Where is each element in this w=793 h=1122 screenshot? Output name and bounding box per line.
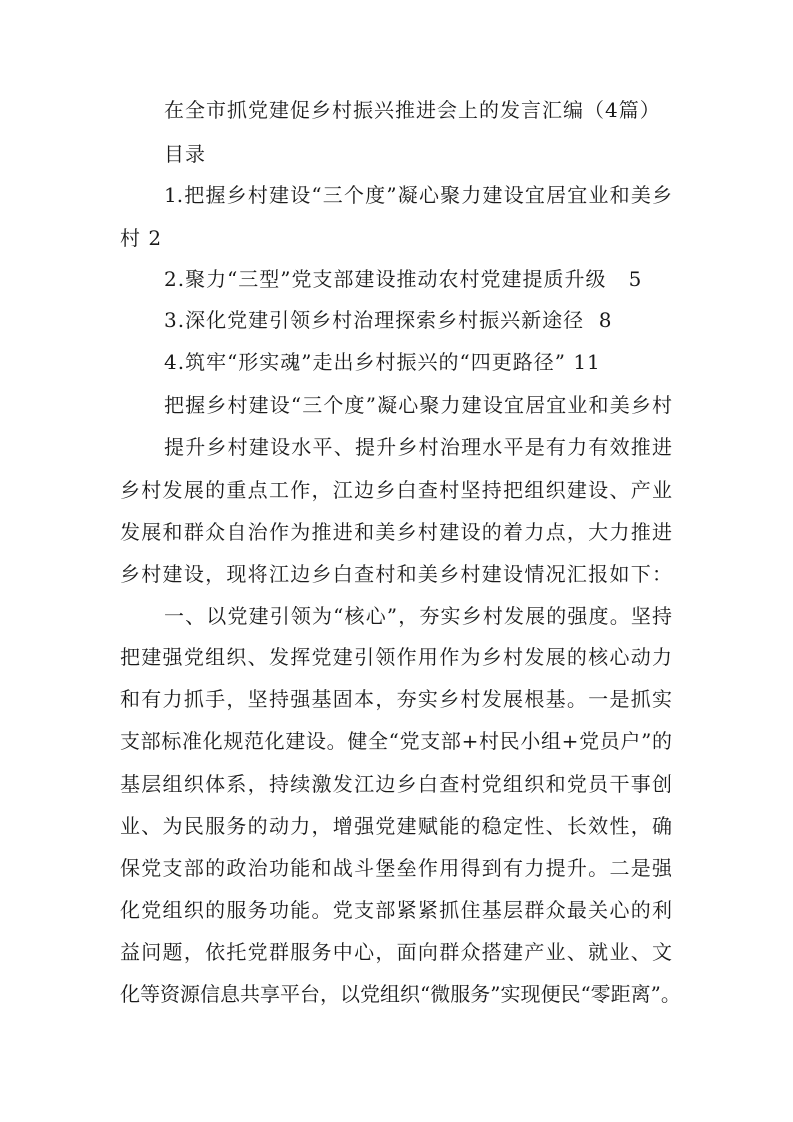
paragraph-line: 业、为民服务的动力，增强党建赋能的稳定性、长效性，确 bbox=[120, 814, 672, 838]
toc-item-4: 4.筑牢“形实魂”走出乡村振兴的“四更路径” 11 bbox=[164, 350, 601, 374]
toc-heading: 目录 bbox=[164, 142, 206, 166]
paragraph-line: 保党支部的政治功能和战斗堡垒作用得到有力提升。二是强 bbox=[120, 856, 672, 880]
paragraph-line: 化党组织的服务功能。党支部紧紧抓住基层群众最关心的利 bbox=[120, 898, 672, 922]
paragraph-line: 化等资源信息共享平台，以党组织“微服务”实现便民“零距离”。 bbox=[120, 982, 681, 1006]
toc-item-1: 1.把握乡村建设“三个度”凝心聚力建设宜居宜业和美乡 bbox=[164, 183, 672, 207]
paragraph-line: 把建强党组织、发挥党建引领作用作为乡村发展的核心动力 bbox=[120, 645, 672, 669]
document-title: 在全市抓党建促乡村振兴推进会上的发言汇编（4篇） bbox=[164, 98, 661, 122]
paragraph-line: 提升乡村建设水平、提升乡村治理水平是有力有效推进 bbox=[164, 435, 672, 459]
paragraph-line: 益问题，依托党群服务中心，面向群众搭建产业、就业、文 bbox=[120, 940, 672, 964]
paragraph-line: 发展和群众自治作为推进和美乡村建设的着力点，大力推进 bbox=[120, 520, 672, 544]
toc-item-3: 3.深化党建引领乡村治理探索乡村振兴新途径 8 bbox=[164, 308, 613, 332]
paragraph-line: 支部标准化规范化建设。健全“党支部+村民小组+党员户”的 bbox=[120, 729, 672, 753]
paragraph-line: 乡村建设，现将江边乡白查村和美乡村建设情况汇报如下： bbox=[120, 562, 672, 586]
section-title: 把握乡村建设“三个度”凝心聚力建设宜居宜业和美乡村 bbox=[164, 393, 672, 417]
paragraph-line: 基层组织体系，持续激发江边乡白查村党组织和党员干事创 bbox=[120, 772, 672, 796]
toc-item-1-continuation: 村 2 bbox=[120, 226, 163, 250]
paragraph-line: 和有力抓手，坚持强基固本，夯实乡村发展根基。一是抓实 bbox=[120, 687, 672, 711]
paragraph-line: 乡村发展的重点工作，江边乡白查村坚持把组织建设、产业 bbox=[120, 478, 672, 502]
paragraph-line: 一、以党建引领为“核心”，夯实乡村发展的强度。坚持 bbox=[164, 604, 672, 628]
toc-item-2: 2.聚力“三型”党支部建设推动农村党建提质升级 5 bbox=[164, 267, 643, 291]
